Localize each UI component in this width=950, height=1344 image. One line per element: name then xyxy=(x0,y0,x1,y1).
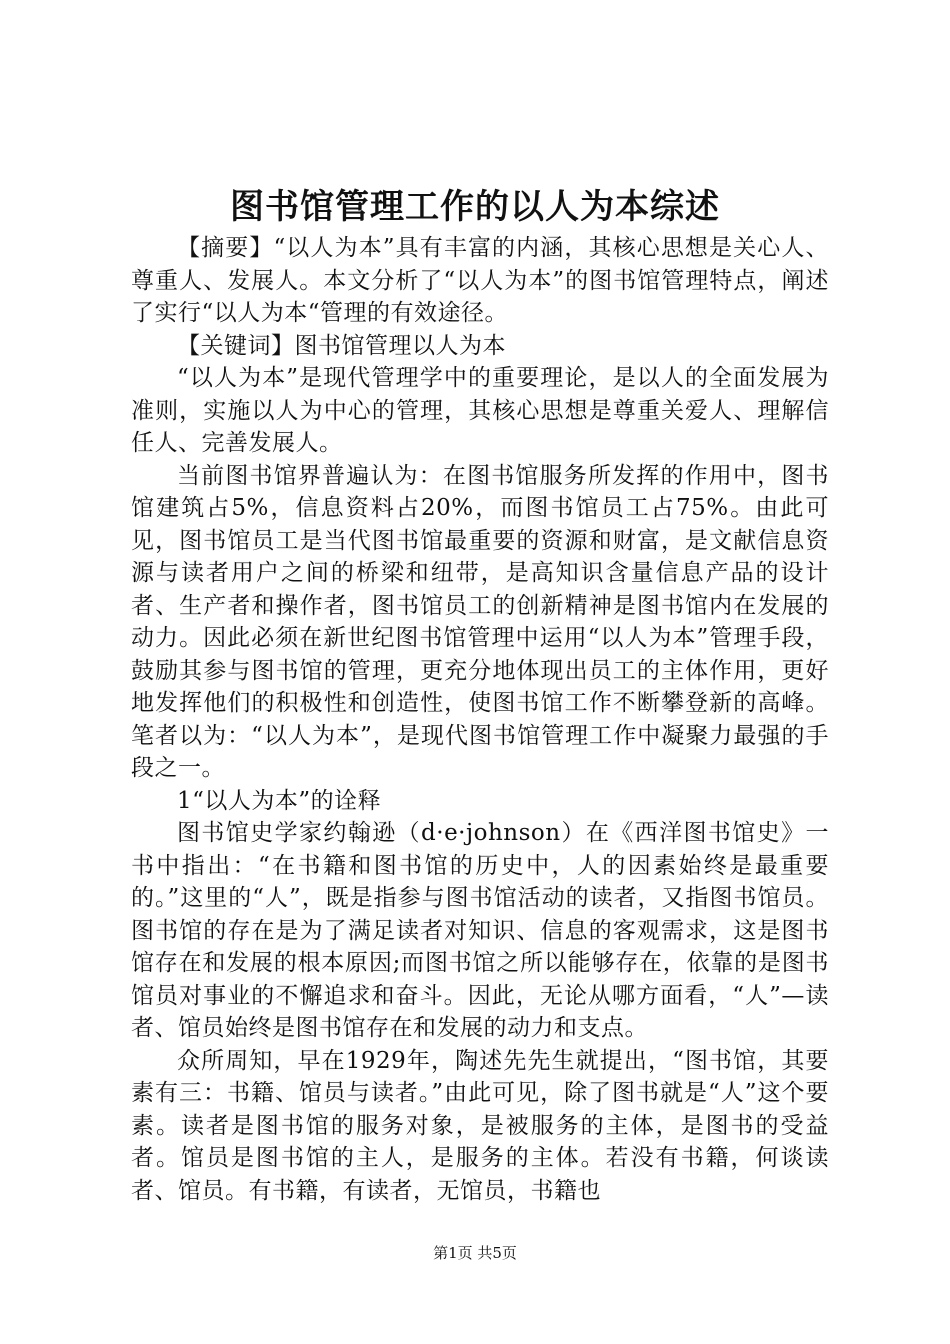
document-body xyxy=(131,232,829,1207)
document-title: 图书馆管理工作的以人为本综述 xyxy=(230,187,720,227)
page-footer: 第1页 共5页 xyxy=(433,1244,517,1262)
body-paragraph: 当前图书馆界普遍认为：在图书馆服务所发挥的作用中，图书馆建筑占5%，信息资料占20%，而图书馆员工占75%。由此可见，图书馆员工是当代图书馆最重要的资源和财富，是文献信息资源与读者用户之间的桥梁和纽带，是高知识含量信息产品的设计者、生产者和操作者，图书馆员工的创新精神是图书馆内在发展的动力。因此必须在新世纪图书馆管理中运用“以人为本”管理手段，鼓励其参与图书馆的管理，更充分地体现出员工的主体作用，更好地发挥他们的积极性和创造性，使图书馆工作不断攀登新的高峰。笔者以为：“以人为本”，是现代图书馆管理工作中凝聚力最强的手段之一。 xyxy=(131,462,829,781)
body-paragraph: 众所周知，早在1929年，陶述先先生就提出，“图书馆，其要素有三：书籍、馆员与读者。”由此可见，除了图书就是“人”这个要素。读者是图书馆的服务对象，是被服务的主体，是图书的受益者。馆员是图书馆的主人，是服务的主体。若没有书籍，何谈读者、馆员。有书籍，有读者，无馆员，书籍也 xyxy=(131,1047,829,1204)
keywords-paragraph: 【关键词】图书馆管理以人为本 xyxy=(177,332,506,359)
body-paragraph: “以人为本”是现代管理学中的重要理论，是以人的全面发展为准则，实施以人为中心的管理，其核心思想是尊重关爱人、理解信任人、完善发展人。 xyxy=(131,365,829,456)
abstract-paragraph: 【摘要】“以人为本”具有丰富的内涵，其核心思想是关心人、尊重人、发展人。本文分析了“以人为本”的图书馆管理特点，阐述了实行“以人为本“管理的有效途径。 xyxy=(131,235,829,326)
body-paragraph: 图书馆史学家约翰逊（d·e·johnson）在《西洋图书馆史》一书中指出：“在书籍和图书馆的历史中，人的因素始终是最重要的。”这里的“人”，既是指参与图书馆活动的读者，又指图书馆员。图书馆的存在是为了满足读者对知识、信息的客观需求，这是图书馆存在和发展的根本原因;而图书馆之所以能够存在，依靠的是图书馆员对事业的不懈追求和奋斗。因此，无论从哪方面看，“人”—读者、馆员始终是图书馆存在和发展的动力和支点。 xyxy=(131,820,829,1041)
section-heading: 1“以人为本”的诠释 xyxy=(177,787,382,814)
